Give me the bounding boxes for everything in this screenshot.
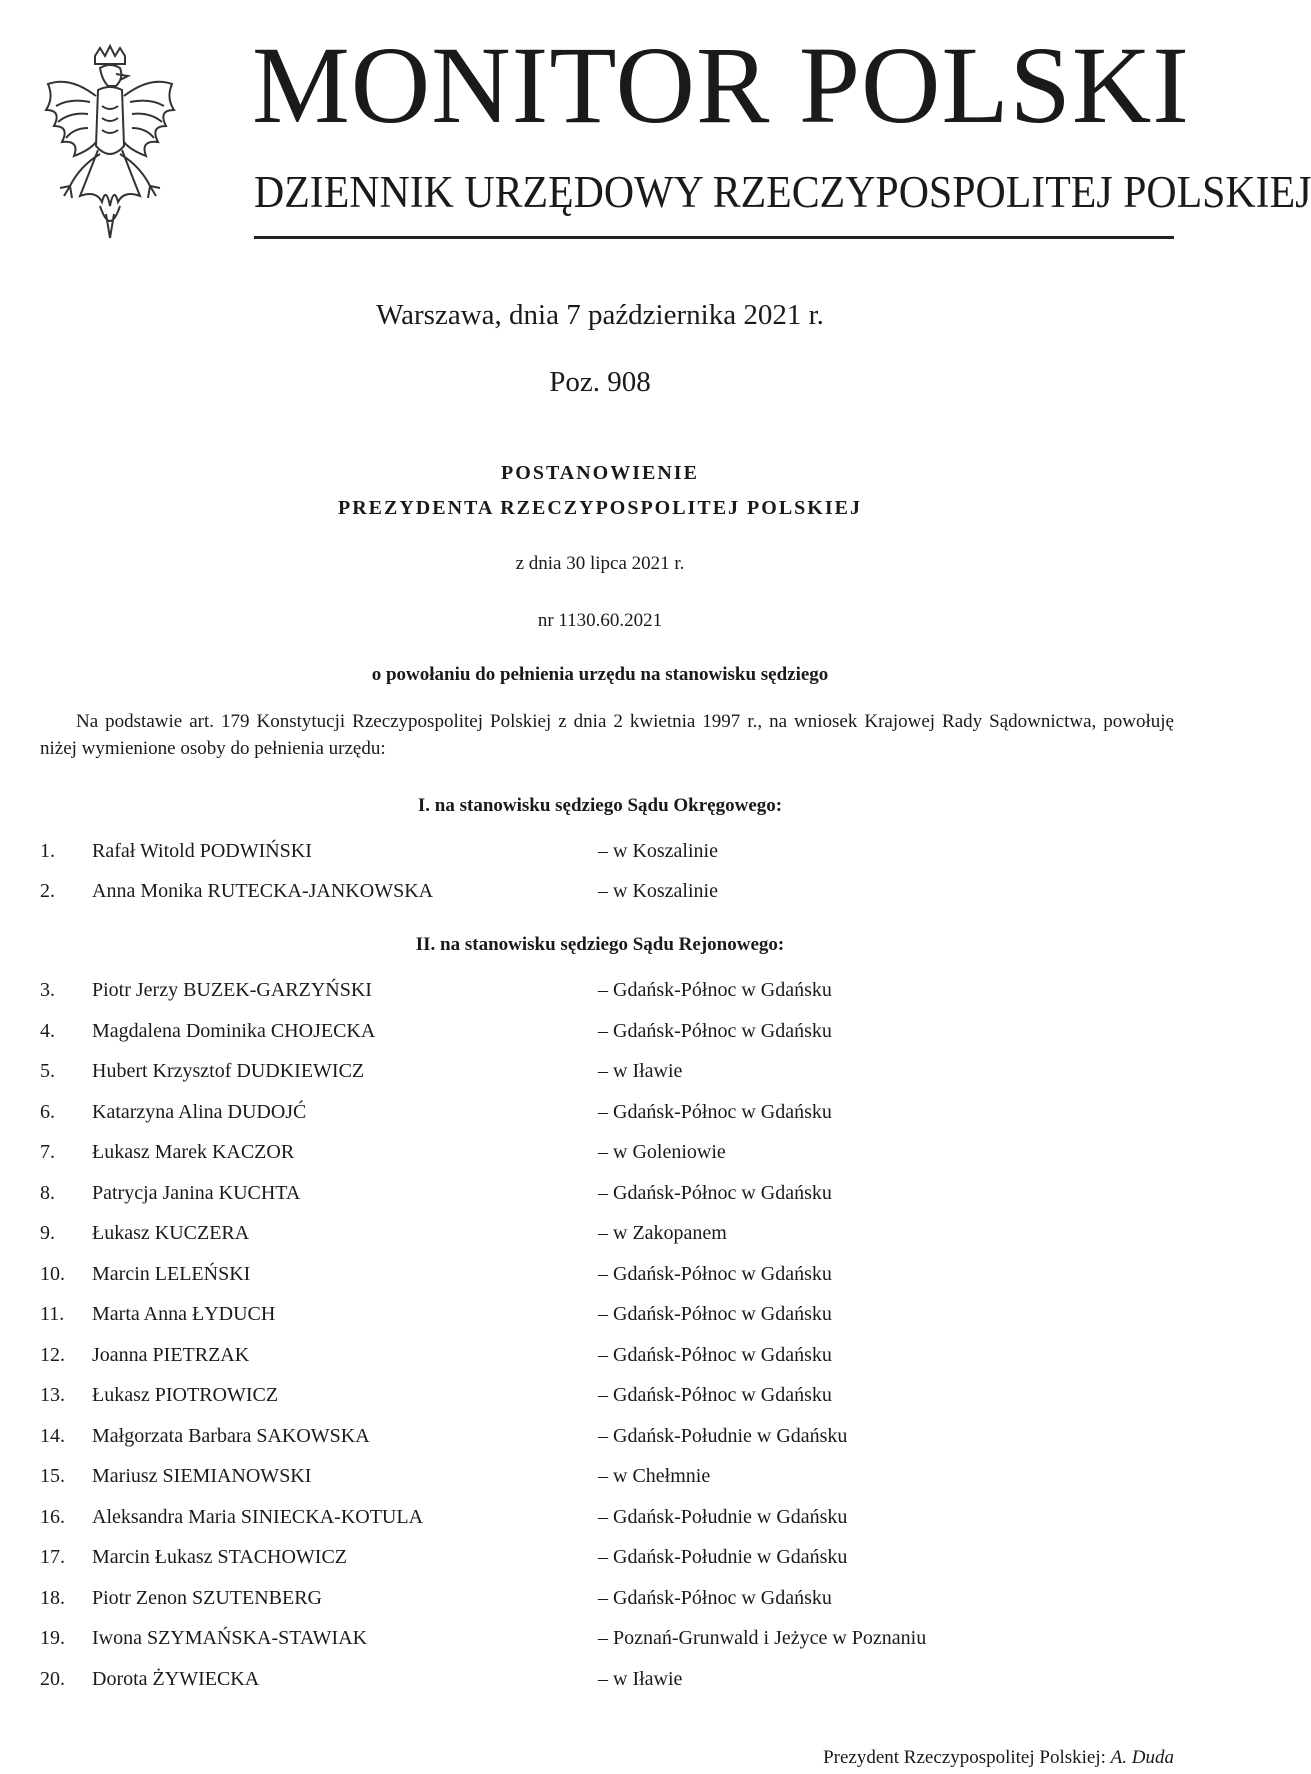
entry-number: 18. (40, 1586, 65, 1609)
court-location: – Gdańsk-Południe w Gdańsku (598, 1505, 848, 1528)
entry-number: 1. (40, 840, 55, 862)
white-eagle-emblem-icon (40, 46, 180, 241)
court-location: – Gdańsk-Północ w Gdańsku (598, 1343, 832, 1366)
appointee-name: Mariusz SIEMIANOWSKI (92, 1465, 312, 1487)
court-location: – w Iławie (598, 1060, 683, 1082)
appointee-name: Anna Monika RUTECKA-JANKOWSKA (92, 880, 434, 902)
entry-number: 6. (40, 1100, 55, 1123)
entry-number: 12. (40, 1343, 65, 1366)
signature-label: Prezydent Rzeczypospolitej Polskiej: (823, 1747, 1106, 1768)
entry-number: 16. (40, 1505, 65, 1528)
court-location: – Gdańsk-Południe w Gdańsku (598, 1424, 848, 1447)
appointee-name: Łukasz Marek KACZOR (92, 1141, 295, 1163)
document-issuer: PREZYDENTA RZECZYPOSPOLITEJ POLSKIEJ (338, 497, 862, 519)
appointee-name: Hubert Krzysztof DUDKIEWICZ (92, 1060, 365, 1082)
court-location: – Gdańsk-Północ w Gdańsku (598, 1586, 832, 1609)
issue-place-date: Warszawa, dnia 7 października 2021 r. (376, 299, 824, 331)
masthead-divider (254, 236, 1174, 239)
appointee-name: Marta Anna ŁYDUCH (92, 1303, 276, 1325)
section-title: I. na stanowisku sędziego Sądu Okręgowego: (417, 795, 783, 816)
appointee-name: Łukasz KUCZERA (92, 1222, 250, 1244)
entry-number: 2. (40, 880, 55, 902)
appointee-name: Marcin LELEŃSKI (92, 1262, 251, 1285)
appointee-name: Marcin Łukasz STACHOWICZ (92, 1546, 348, 1568)
document-subject: o powołaniu do pełnienia urzędu na stanowisku sędziego (371, 664, 829, 685)
entry-number: 3. (40, 979, 55, 1001)
publication-title: MONITOR POLSKI (252, 24, 1190, 146)
court-location: – w Iławie (598, 1667, 683, 1690)
entry-number: 14. (40, 1424, 65, 1447)
court-location: – Gdańsk-Północ w Gdańsku (598, 1181, 832, 1204)
appointee-name: Piotr Zenon SZUTENBERG (92, 1586, 322, 1609)
appointee-name: Aleksandra Maria SINIECKA-KOTULA (92, 1505, 424, 1528)
court-location: – Gdańsk-Południe w Gdańsku (598, 1546, 848, 1568)
appointment-row (0, 1141, 1200, 1169)
appointee-name: Łukasz PIOTROWICZ (92, 1384, 279, 1406)
appointee-name: Joanna PIETRZAK (92, 1343, 250, 1366)
entry-number: 8. (40, 1181, 55, 1204)
entry-number: 13. (40, 1384, 65, 1406)
appointee-name: Piotr Jerzy BUZEK-GARZYŃSKI (92, 979, 372, 1001)
appointment-row (0, 1506, 1200, 1534)
court-location: – Gdańsk-Północ w Gdańsku (598, 1100, 832, 1123)
appointment-row (0, 1627, 1200, 1655)
court-location: – w Chełmnie (598, 1465, 711, 1487)
court-location: – w Koszalinie (598, 840, 718, 862)
court-location: – w Goleniowie (598, 1141, 726, 1163)
court-location: – Gdańsk-Północ w Gdańsku (598, 1019, 832, 1042)
section-title: II. na stanowisku sędziego Sądu Rejonowego: (415, 934, 785, 955)
appointee-name: Iwona SZYMAŃSKA-STAWIAK (92, 1627, 368, 1649)
appointment-row (0, 1668, 1200, 1696)
court-location: – Poznań-Grunwald i Jeżyce w Poznaniu (598, 1627, 927, 1649)
issue-position: Poz. 908 (549, 366, 651, 398)
court-location: – Gdańsk-Północ w Gdańsku (598, 1303, 832, 1325)
court-location: – w Zakopanem (598, 1222, 727, 1244)
appointment-row (0, 1182, 1200, 1210)
appointment-row (0, 840, 1200, 868)
appointment-row (0, 1425, 1200, 1453)
appointment-row (0, 1222, 1200, 1250)
appointment-row (0, 1384, 1200, 1412)
document-number: nr 1130.60.2021 (537, 610, 663, 631)
document-heading: POSTANOWIENIE (501, 462, 699, 484)
court-location: – Gdańsk-Północ w Gdańsku (598, 979, 832, 1001)
entry-number: 4. (40, 1019, 55, 1042)
document-date: z dnia 30 lipca 2021 r. (515, 553, 685, 574)
entry-number: 5. (40, 1060, 55, 1082)
entry-number: 7. (40, 1141, 55, 1163)
entry-number: 17. (40, 1546, 65, 1568)
appointee-name: Magdalena Dominika CHOJECKA (92, 1019, 376, 1042)
appointment-row (0, 1587, 1200, 1615)
appointee-name: Rafał Witold PODWIŃSKI (92, 840, 312, 862)
document-preamble: Na podstawie art. 179 Konstytucji Rzeczypospolitej Polskiej z dnia 2 kwietnia 1997 r., na wniosek Krajowej Rady Sądownictwa, powołuję niżej wymienione osoby do pełnienia urzędu: (40, 711, 1174, 759)
signature-block (823, 1747, 1174, 1769)
appointment-row (0, 1101, 1200, 1129)
entry-number: 9. (40, 1222, 55, 1244)
publication-subtitle: DZIENNIK URZĘDOWY RZECZYPOSPOLITEJ POLSKIEJ (254, 167, 1311, 217)
appointment-row (0, 1303, 1200, 1331)
entry-number: 20. (40, 1667, 65, 1690)
court-location: – w Koszalinie (598, 880, 718, 902)
appointment-row (0, 1060, 1200, 1088)
entry-number: 15. (40, 1465, 65, 1487)
appointment-row (0, 979, 1200, 1007)
appointee-name: Patrycja Janina KUCHTA (92, 1181, 301, 1204)
entry-number: 11. (40, 1303, 65, 1325)
entry-number: 19. (40, 1627, 65, 1649)
appointment-row (0, 1020, 1200, 1048)
appointee-name: Dorota ŻYWIECKA (92, 1667, 260, 1690)
appointee-name: Małgorzata Barbara SAKOWSKA (92, 1424, 370, 1447)
entry-number: 10. (40, 1262, 65, 1285)
appointee-name: Katarzyna Alina DUDOJĆ (92, 1100, 307, 1123)
appointment-row (0, 1465, 1200, 1493)
appointment-row (0, 1344, 1200, 1372)
court-location: – Gdańsk-Północ w Gdańsku (598, 1384, 832, 1406)
appointment-row (0, 880, 1200, 908)
court-location: – Gdańsk-Północ w Gdańsku (598, 1262, 832, 1285)
appointment-row (0, 1546, 1200, 1574)
signature-name: A. Duda (1110, 1747, 1174, 1768)
appointment-row (0, 1263, 1200, 1291)
